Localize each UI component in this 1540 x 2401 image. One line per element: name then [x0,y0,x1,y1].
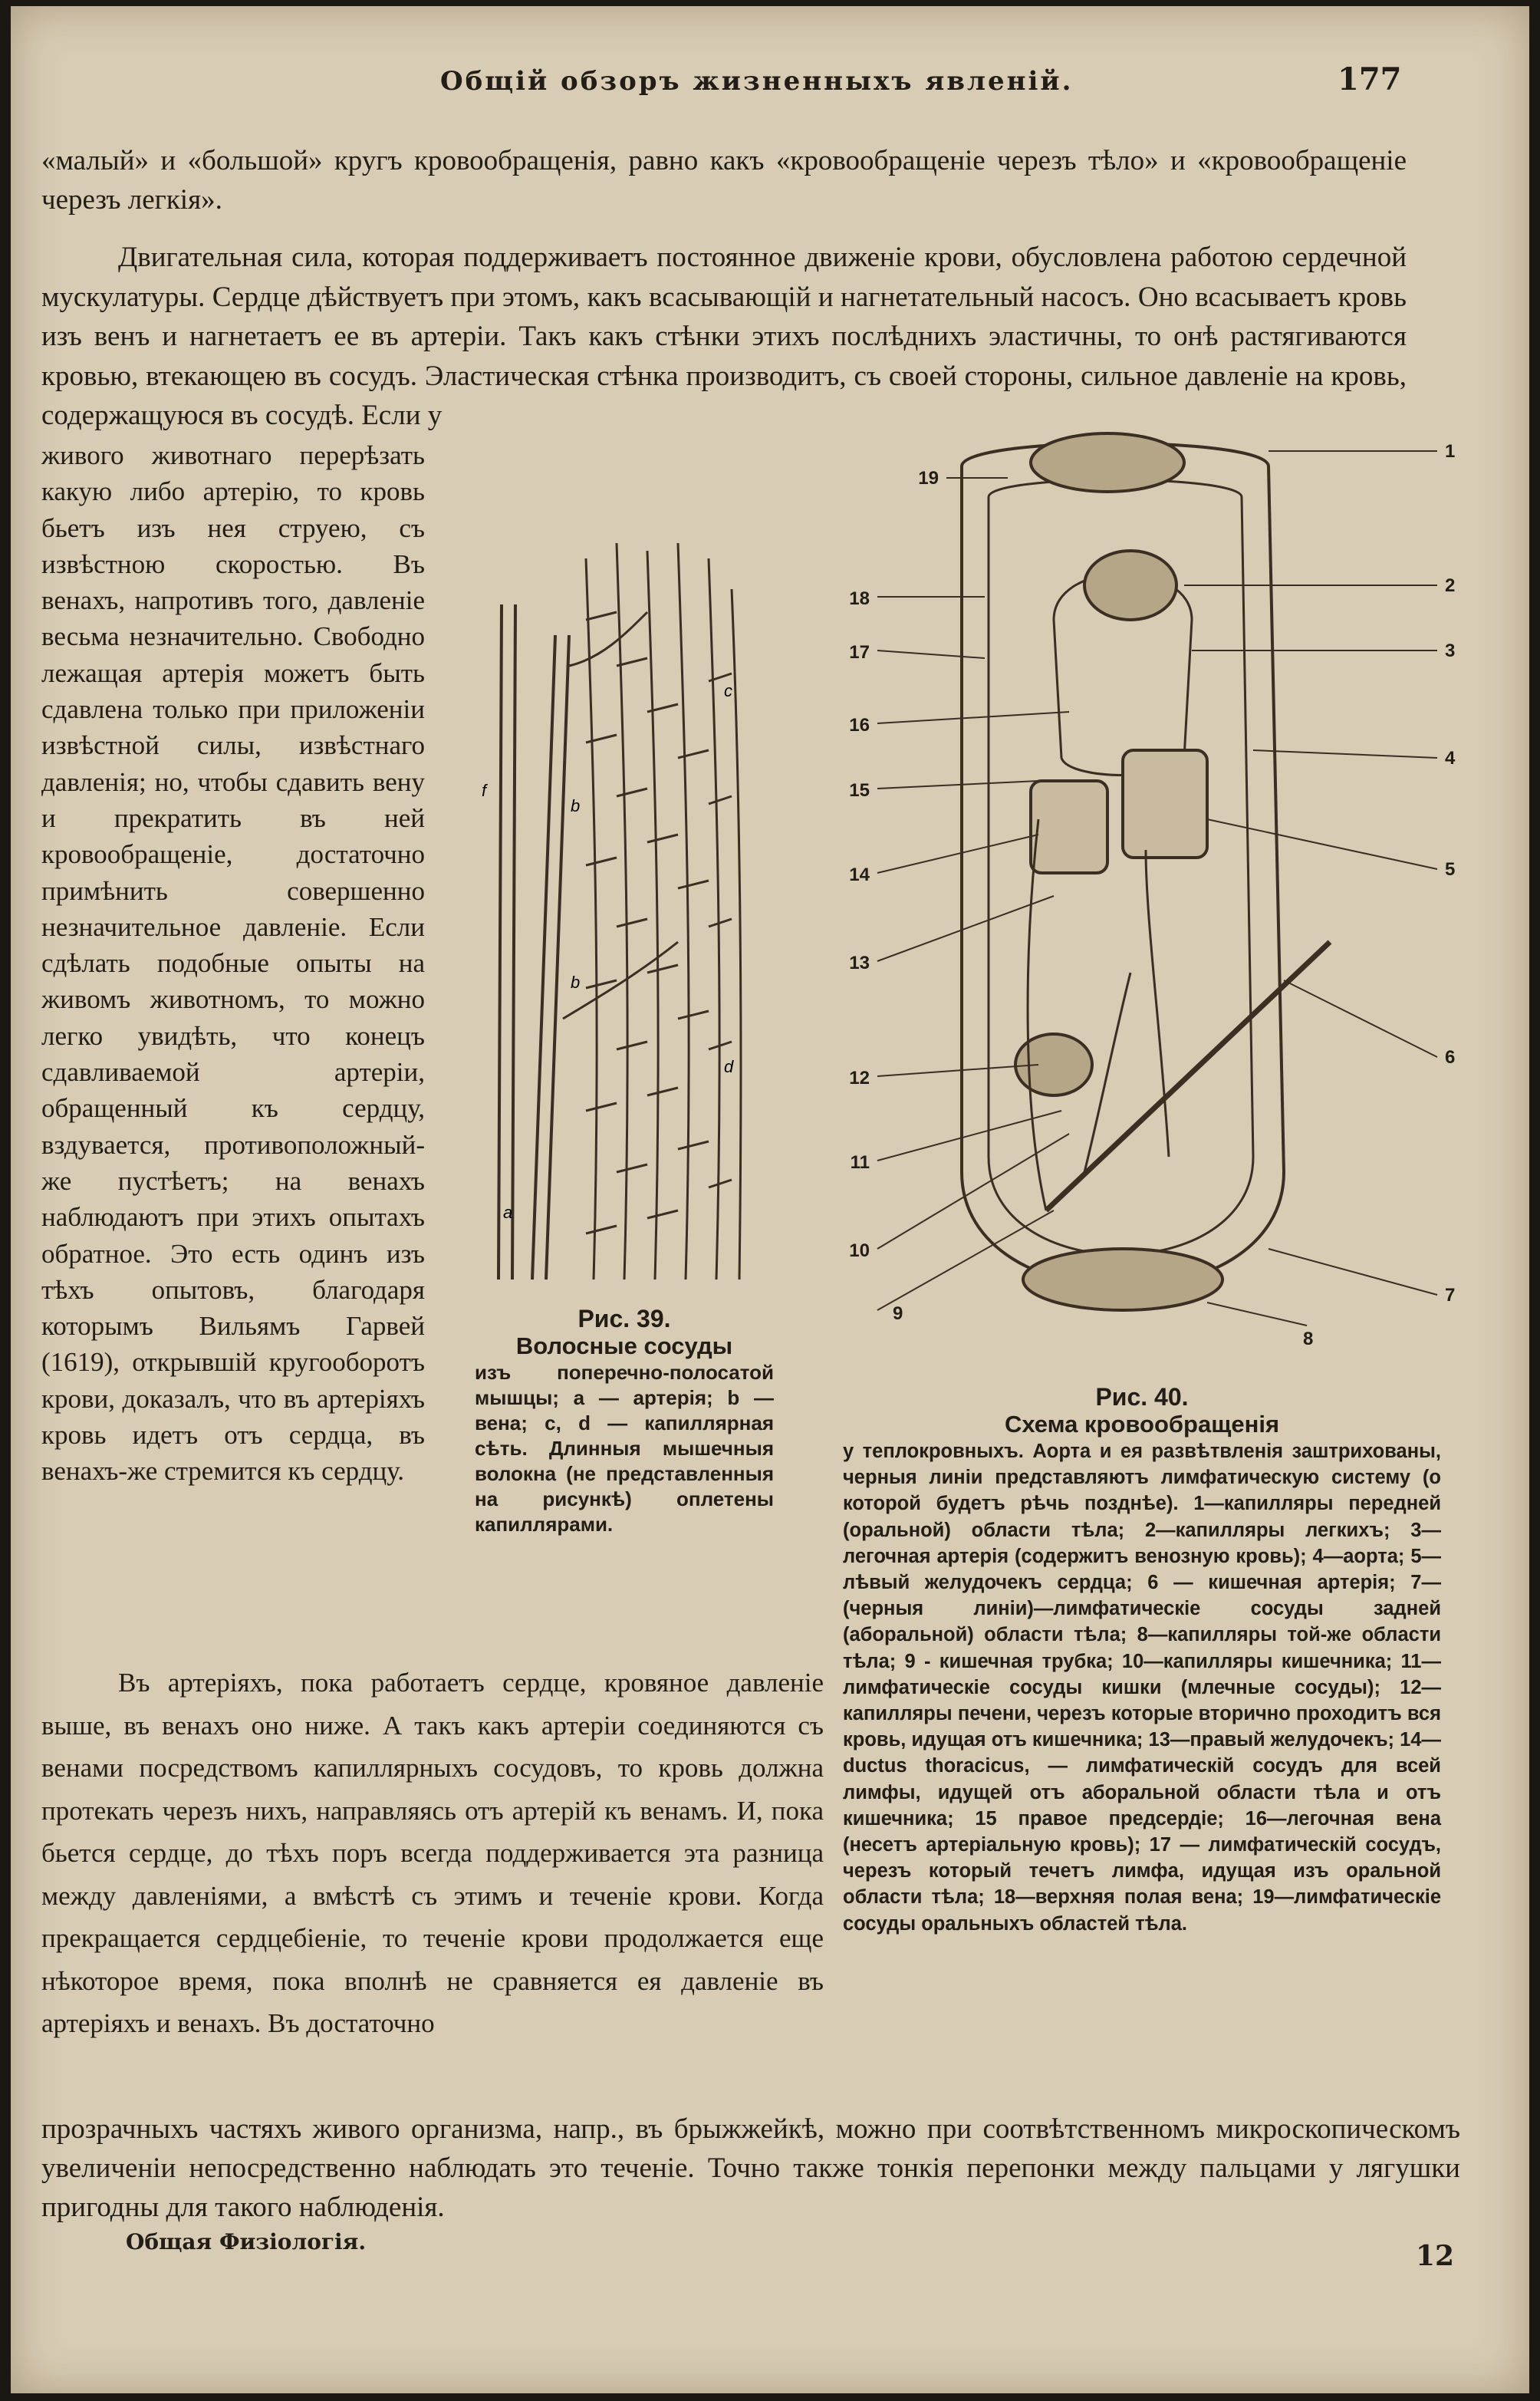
figure-40 [849,420,1491,1379]
paragraph-1: «малый» и «большой» кругъ кровообращенія, равно какъ «кровообращеніе черезъ тѣло» и «кровообращеніе черезъ легкія». [41,145,1407,216]
fig40-label-18: 18 [849,588,870,609]
figure-40-title: Схема кровообращенія [1004,1411,1280,1438]
fig40-label-6: 6 [1445,1047,1456,1068]
fig40-label-3: 3 [1445,641,1456,661]
fig39-label-b2: b [571,973,581,992]
fig40-label-15: 15 [849,780,870,801]
fig40-label-11: 11 [850,1152,870,1173]
fig40-label-10: 10 [849,1240,870,1261]
paragraph-2: Двигательная сила, которая поддерживаетъ постоянное движеніе крови, обусловлена работою сердечной мускулатуры. Сердце дѣйствуетъ при этомъ, какъ всасывающій и нагнетательный насосъ. Оно всасываетъ кровь изъ венъ и нагнетаетъ ее въ артеріи. Такъ какъ стѣнки этихъ послѣднихъ эластичны, то онѣ растягиваются кровью, втекающею въ сосудъ. Эластическая стѣнка производитъ, съ своей стороны, сильное давленіе на кровь, содержащуюся въ сосудѣ. Если у [41,242,1407,432]
running-header: Общій обзоръ жизненныхъ явленій. [440,66,1074,97]
fig40-label-16: 16 [849,715,870,736]
figure-39-title: Волосные сосуды [515,1332,733,1359]
paragraph-3: живого животнаго перерѣзать какую либо артерію, то кровь бьетъ изъ нея струею, съ извѣстною скоростью. Въ венахъ, напротивъ того, давленіе весьма незначительно. Свободно лежащая артерія можетъ быть сдавлена только при приложеніи извѣстной силы, извѣстнаго давленія; но, чтобы сдавить вену и прекратить въ ней кровообращеніе, достаточно примѣнить совершенно незначительное давленіе. Если сдѣлать подобные опыты на живомъ животномъ, то можно легко увидѣть, что конецъ сдавливаемой артеріи, обращенный къ сердцу, вздувается, противоположный-же пустѣетъ; на венахъ наблюдаютъ при этихъ опытахъ обратное. Это есть одинъ изъ тѣхъ опытовъ, благодаря которымъ Вильямъ Гарвей (1619), открывшій кругооборотъ крови, доказалъ, что въ артеріяхъ кровь идетъ отъ сердца, въ венахъ-же стремится къ сердцу. [41,440,425,1487]
figure-40-caption [843,1383,1441,1937]
sheet-number: 12 [1416,2240,1455,2272]
page-number: 177 [1338,61,1402,97]
fig40-label-19: 19 [918,468,939,489]
figure-40-text: у теплокровныхъ. Аорта и ея развѣтвленія заштрихованы, черныя линіи представляютъ лимфатическую систему (о которой будетъ рѣчь позднѣе). 1—капилляры передней (оральной) области тѣла; 2—капилляры легкихъ; 3—легочная артерія (содержитъ венозную кровь); 4—аорта; 5—лѣвый желудочекъ сердца; 6 — кишечная артерія; 7—(черныя линіи)—лимфатическіе сосуды задней (аборальной) области тѣла; 8—капилляры той-же области тѣла; 9 - кишечная трубка; 10—капилляры кишечника; 11—лимфатическіе сосуды кишки (млечные сосуды); 12—капилляры печени, черезъ которые вторично проходитъ вся кровь, идущая отъ кишечника; 13—правый желудочекъ; 14—ductus thoracicus, — лимфатическій сосудъ для всей лимфы, идущей отъ аборальной области тѣла и отъ кишечника; 15 правое предсердіе; 16—легочная вена (несетъ артеріальную кровь); 17 — лимфатическій сосудъ, черезъ который течетъ лимфа, идущая изъ оральной области тѣла; 18—верхняя полая вена; 19—лимфатическіе сосуды оральныхъ областей тѣла. [843,1441,1441,1935]
figure-39-number: Рис. 39. [578,1305,671,1332]
fig40-label-8: 8 [1303,1329,1314,1349]
figure-40-number: Рис. 40. [1095,1383,1189,1411]
capillary-drawing [471,543,762,1303]
book-page [11,6,1529,2393]
fig40-label-13: 13 [849,953,870,973]
paragraph-4: Въ артеріяхъ, пока работаетъ сердце, кровяное давленіе выше, въ венахъ оно ниже. А такъ какъ артеріи соединяются съ венами посредствомъ капиллярныхъ сосудовъ, то кровь должна протекать черезъ нихъ, направляясь отъ артерій къ венамъ. И, пока бьется сердце, до тѣхъ поръ всегда поддерживается эта разница между давленіями, а вмѣстѣ съ этимъ и теченіе крови. Когда прекращается сердцебіеніе, то теченіе крови продолжается еще нѣкоторое время, пока вполнѣ не сравняется ея давленіе въ артеріяхъ и венахъ. Въ достаточно [41,1668,824,2038]
fig40-label-1: 1 [1445,441,1456,462]
fig39-label-c: c [724,681,732,700]
fig40-label-4: 4 [1445,748,1456,769]
fig40-label-12: 12 [849,1068,870,1089]
fig40-label-17: 17 [849,642,870,663]
figure-39-text: изъ поперечно-полосатой мышцы; a — артерія; b — вена; c, d — капиллярная сѣть. Длинныя мышечныя волокна (не представленныя на рисункѣ) оплетены капиллярами. [475,1361,774,1536]
figure-39-caption [475,1305,774,1537]
fig39-label-f: f [482,781,487,800]
fig39-label-a: a [503,1203,513,1222]
fig39-label-d: d [724,1057,734,1076]
figure-39 [471,543,762,1303]
paragraph-5: прозрачныхъ частяхъ живого организма, напр., въ брыжжейкѣ, можно при соотвѣтственномъ микроскопическомъ увеличеніи непосредственно наблюдать это теченіе. Точно также тонкія перепонки между пальцами у лягушки пригодны для такого наблюденія. [41,2113,1460,2223]
footer-book-title: Общая Физіологія. [126,2229,367,2254]
fig40-label-9: 9 [893,1303,903,1324]
fig40-label-2: 2 [1445,575,1456,596]
fig40-label-14: 14 [849,865,870,885]
fig40-label-5: 5 [1445,859,1456,880]
circulation-scheme [849,420,1491,1379]
fig39-label-b1: b [571,796,581,815]
fig40-label-7: 7 [1445,1285,1456,1306]
